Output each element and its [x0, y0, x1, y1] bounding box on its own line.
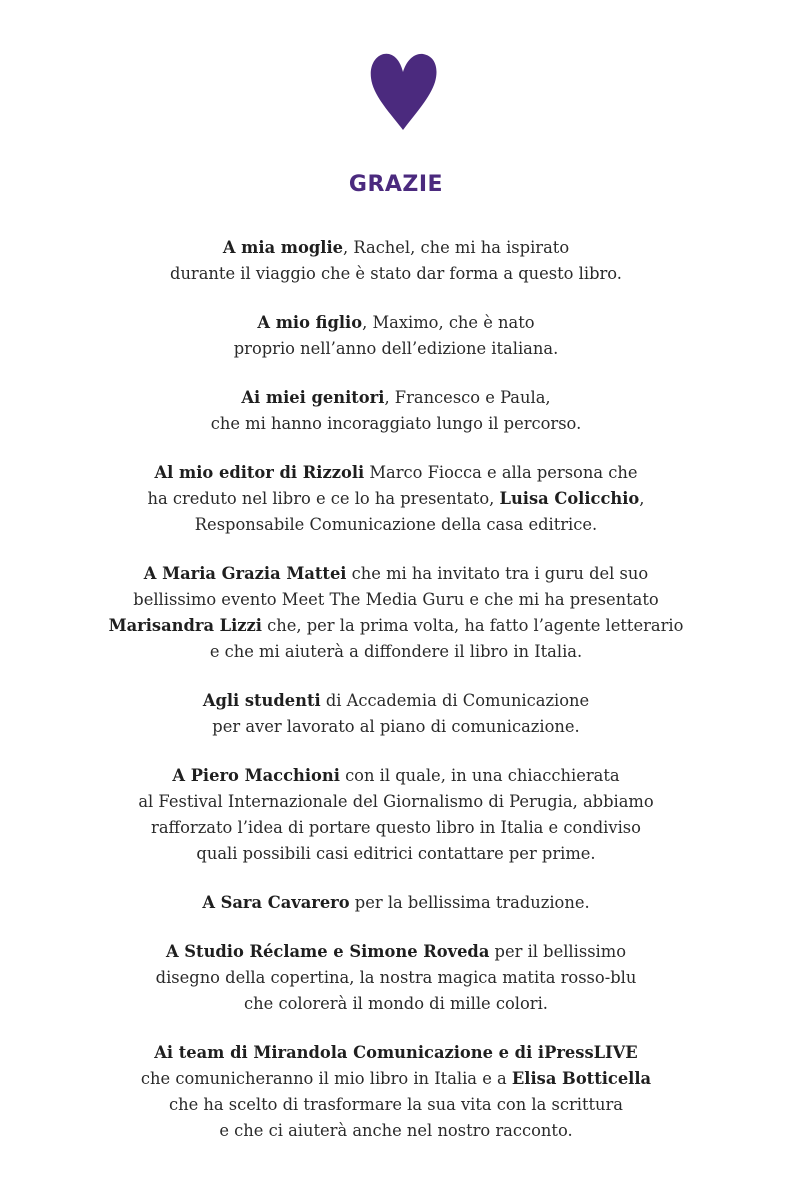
- heart-shape: [371, 54, 437, 130]
- text-segment: , Maximo, che è nato: [362, 313, 535, 332]
- paragraph-line: [0, 1066, 792, 1092]
- bold-name: Al mio editor di Rizzoli: [154, 463, 365, 482]
- text-segment: , Rachel, che mi ha ispirato: [343, 238, 570, 257]
- acknowledgement-paragraph: [0, 763, 792, 867]
- text-segment: che colorerà il mondo di mille colori.: [244, 994, 548, 1013]
- bold-name: Elisa Botticella: [511, 1069, 652, 1088]
- paragraph-line: [0, 385, 792, 411]
- paragraph-line: [0, 336, 792, 362]
- paragraph-line: [0, 460, 792, 486]
- paragraph-line: [0, 939, 792, 965]
- text-segment: quali possibili casi editrici contattare per prime.: [196, 844, 596, 863]
- acknowledgement-paragraph: [0, 460, 792, 538]
- paragraph-line: [0, 613, 792, 639]
- acknowledgements-body: [0, 235, 792, 1144]
- bold-name: Marisandra Lizzi: [108, 616, 262, 635]
- text-segment: Marco Fiocca e alla persona che: [364, 463, 638, 482]
- text-segment: Responsabile Comunicazione della casa editrice.: [194, 515, 598, 534]
- text-segment: per aver lavorato al piano di comunicazione.: [212, 717, 580, 736]
- bold-name: Ai team di Mirandola Comunicazione e di iPressLIVE: [154, 1043, 638, 1062]
- acknowledgement-paragraph: [0, 688, 792, 740]
- paragraph-line: [0, 815, 792, 841]
- text-segment: e che mi aiuterà a diffondere il libro in Italia.: [209, 642, 583, 661]
- paragraph-line: [0, 789, 792, 815]
- paragraph-line: [0, 261, 792, 287]
- paragraph-line: [0, 235, 792, 261]
- acknowledgement-paragraph: [0, 310, 792, 362]
- text-segment: e che ci aiuterà anche nel nostro racconto.: [219, 1121, 573, 1140]
- paragraph-line: [0, 587, 792, 613]
- heart-icon: [367, 50, 439, 132]
- bold-name: Ai miei genitori: [241, 388, 385, 407]
- text-segment: durante il viaggio che è stato dar forma a questo libro.: [170, 264, 622, 283]
- text-segment: di Accademia di Comunicazione: [320, 691, 590, 710]
- bold-name: A mia moglie: [222, 238, 343, 257]
- paragraph-line: [0, 890, 792, 916]
- text-segment: bellissimo evento Meet The Media Guru e che mi ha presentato: [133, 590, 659, 609]
- paragraph-line: [0, 714, 792, 740]
- paragraph-line: [0, 965, 792, 991]
- page-title: GRAZIE: [348, 172, 444, 197]
- paragraph-line: [0, 310, 792, 336]
- bold-name: A Piero Macchioni: [172, 766, 340, 785]
- paragraph-line: [0, 561, 792, 587]
- acknowledgement-paragraph: [0, 1040, 792, 1144]
- paragraph-line: [0, 688, 792, 714]
- bold-name: A Studio Réclame e Simone Roveda: [166, 942, 490, 961]
- acknowledgement-paragraph: [0, 235, 792, 287]
- bold-name: A mio figlio: [257, 313, 363, 332]
- paragraph-line: [0, 486, 792, 512]
- bold-name: Luisa Colicchio: [499, 489, 640, 508]
- bold-name: A Sara Cavarero: [202, 893, 350, 912]
- text-segment: con il quale, in una chiacchierata: [339, 766, 620, 785]
- paragraph-line: [0, 411, 792, 437]
- paragraph-line: [0, 1040, 792, 1066]
- paragraph-line: [0, 512, 792, 538]
- acknowledgement-paragraph: [0, 385, 792, 437]
- text-segment: ,: [639, 489, 645, 508]
- text-segment: che comunicheranno il mio libro in Italia e a: [140, 1069, 512, 1088]
- text-segment: al Festival Internazionale del Giornalismo di Perugia, abbiamo: [138, 792, 654, 811]
- text-segment: disegno della copertina, la nostra magica matita rosso-blu: [155, 968, 637, 987]
- text-segment: rafforzato l’idea di portare questo libro in Italia e condiviso: [151, 818, 641, 837]
- text-segment: ha creduto nel libro e ce lo ha presentato,: [147, 489, 500, 508]
- bold-name: Agli studenti: [202, 691, 321, 710]
- text-segment: proprio nell’anno dell’edizione italiana.: [233, 339, 559, 358]
- text-segment: che mi hanno incoraggiato lungo il percorso.: [210, 414, 582, 433]
- paragraph-line: [0, 1118, 792, 1144]
- acknowledgement-paragraph: [0, 561, 792, 665]
- text-segment: che mi ha invitato tra i guru del suo: [346, 564, 649, 583]
- paragraph-line: [0, 1092, 792, 1118]
- text-segment: che ha scelto di trasformare la sua vita con la scrittura: [169, 1095, 623, 1114]
- paragraph-line: [0, 841, 792, 867]
- bold-name: A Maria Grazia Mattei: [143, 564, 347, 583]
- paragraph-line: [0, 639, 792, 665]
- text-segment: per la bellissima traduzione.: [349, 893, 590, 912]
- acknowledgement-paragraph: [0, 890, 792, 916]
- paragraph-line: [0, 763, 792, 789]
- paragraph-line: [0, 991, 792, 1017]
- text-segment: che, per la prima volta, ha fatto l’agente letterario: [261, 616, 684, 635]
- text-segment: , Francesco e Paula,: [384, 388, 551, 407]
- text-segment: per il bellissimo: [489, 942, 626, 961]
- acknowledgement-paragraph: [0, 939, 792, 1017]
